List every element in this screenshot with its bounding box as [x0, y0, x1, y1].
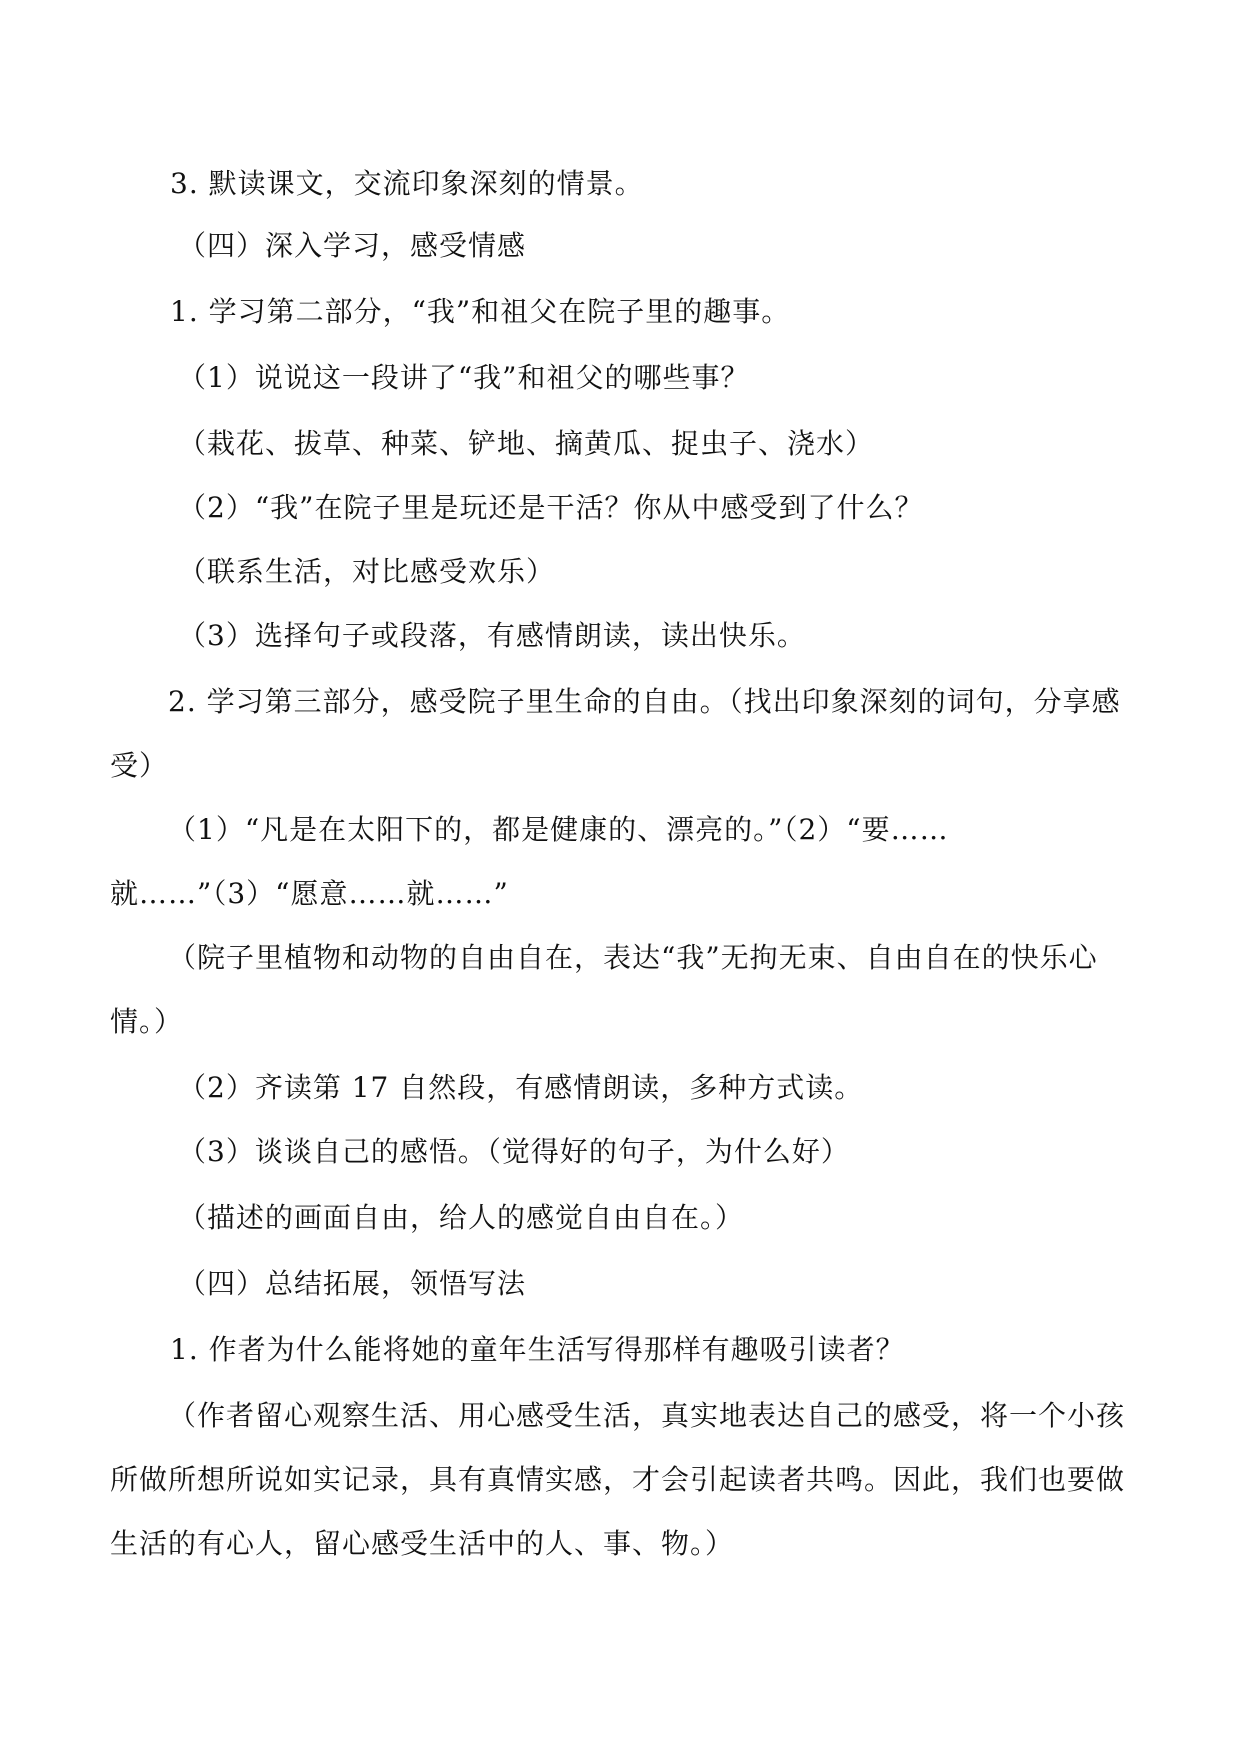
paragraph-answer-2: （联系生活，对比感受欢乐）: [178, 555, 556, 588]
paragraph-part-three: 2. 学习第三部分，感受院子里生命的自由。（找出印象深刻的词句，分享感受）: [110, 685, 1121, 782]
paragraph-freedom-explanation: （院子里植物和动物的自由自在，表达“我”无拘无束、自由自在的快乐心情。）: [110, 941, 1098, 1038]
paragraph-summary-answer: （作者留心观察生活、用心感受生活，真实地表达自己的感受，将一个小孩所做所想所说如实记录，具有真情实感，才会引起读者共鸣。因此，我们也要做生活的有心人，留心感受生活中的人、事、物。）: [110, 1399, 1126, 1560]
paragraph-answer-1: （栽花、拔草、种菜、铲地、摘黄瓜、捉虫子、浇水）: [178, 427, 875, 460]
section-heading-summary: （四）总结拓展，领悟写法: [178, 1267, 527, 1300]
paragraph-quoted-phrases: （1）“凡是在太阳下的，都是健康的、漂亮的。”（2）“要……就……”（3）“愿意……就……”: [110, 813, 949, 910]
paragraph-question-3: （3）选择句子或段落，有感情朗读，读出快乐。: [178, 619, 806, 652]
paragraph-question-1: （1）说说这一段讲了“我”和祖父的哪些事？: [178, 361, 750, 394]
paragraph-description-answer: （描述的画面自由，给人的感觉自由自在。）: [178, 1201, 745, 1234]
paragraph-question-2: （2）“我”在院子里是玩还是干活？你从中感受到了什么？: [178, 491, 924, 524]
paragraph-share-feelings: （3）谈谈自己的感悟。（觉得好的句子，为什么好）: [178, 1135, 850, 1168]
paragraph-part-two: 1. 学习第二部分，“我”和祖父在院子里的趣事。: [170, 295, 791, 328]
paragraph-read-aloud: （2）齐读第 17 自然段，有感情朗读，多种方式读。: [178, 1071, 864, 1104]
section-heading-deep-learning: （四）深入学习，感受情感: [178, 229, 527, 262]
paragraph-step-3-silent-reading: 3. 默读课文，交流印象深刻的情景。: [170, 167, 644, 200]
paragraph-summary-question: 1. 作者为什么能将她的童年生活写得那样有趣吸引读者？: [170, 1333, 905, 1366]
